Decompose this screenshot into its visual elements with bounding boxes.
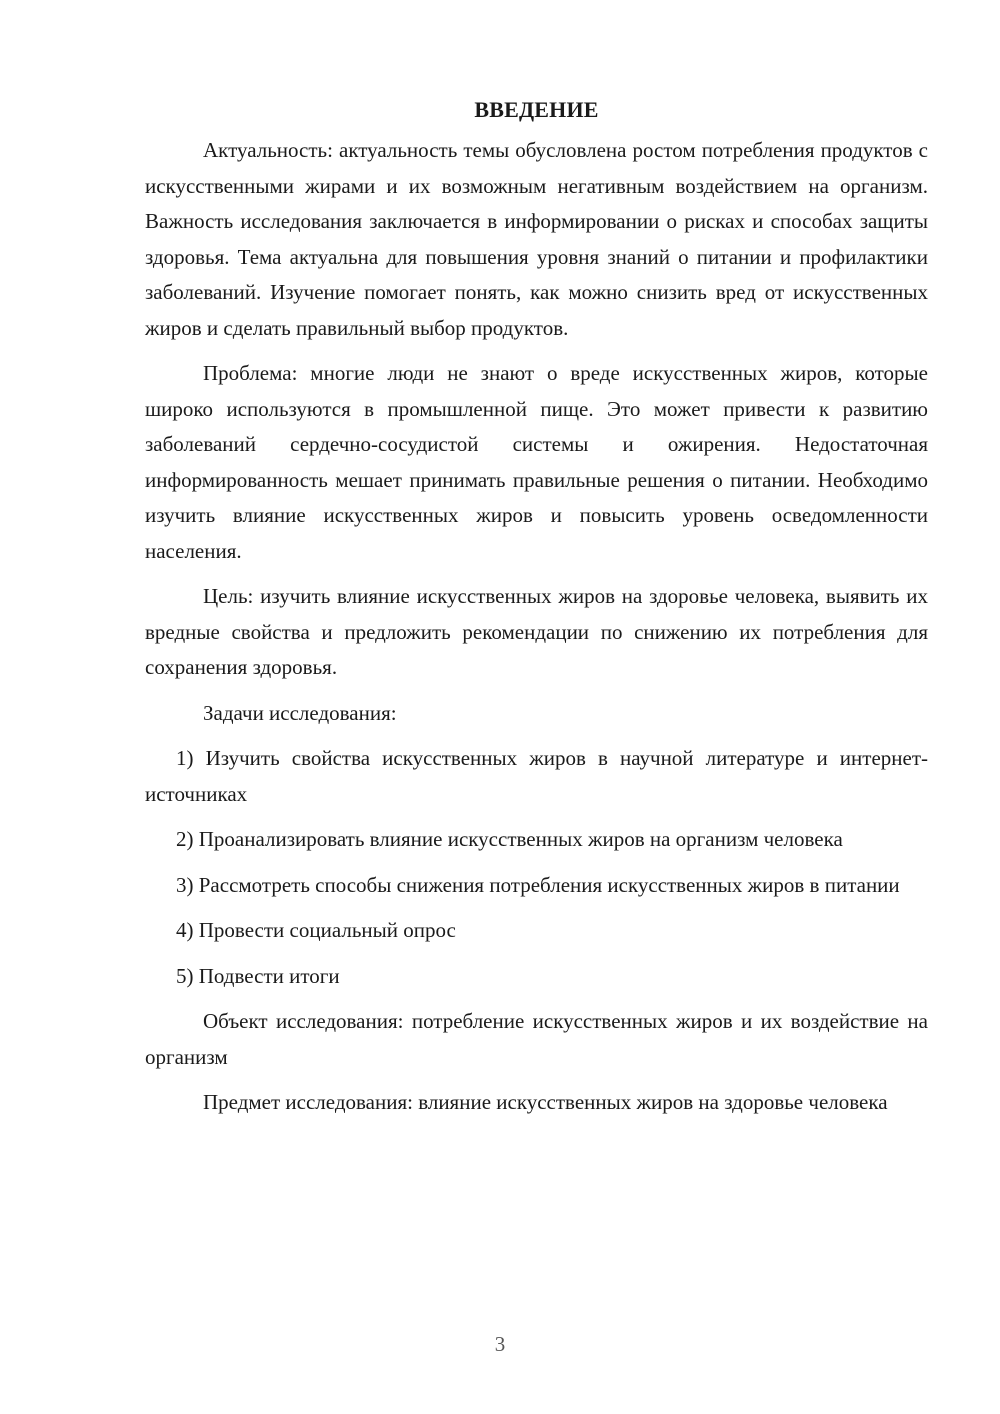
task-item: 5) Подвести итоги: [176, 963, 340, 988]
page-number: 3: [494, 1332, 506, 1356]
object-paragraph: Объект исследования: потребление искусственных жиров и их воздействие на организм: [145, 1009, 928, 1069]
relevance-paragraph: Актуальность: актуальность темы обусловлена ростом потребления продуктов с искусственными жирами и их возможным негативным воздействием на организм. Важность исследования заключается в информировании о рисках и способах защиты здоровья. Тема актуальна для повышения уровня знаний о питании и профилактики заболеваний. Изучение помогает понять, как можно снизить вред от искусственных жиров и сделать правильный выбор продуктов.: [145, 138, 928, 340]
task-item: 3) Рассмотреть способы снижения потребления искусственных жиров в питании: [176, 872, 900, 897]
task-item: 2) Проанализировать влияние искусственных жиров на организм человека: [176, 827, 843, 851]
task-item: 4) Провести социальный опрос: [176, 918, 456, 942]
document-page: [145, 92, 928, 1131]
problem-paragraph: Проблема: многие люди не знают о вреде искусственных жиров, которые широко используются в промышленной пище. Это может привести к развитию заболеваний сердечно-сосудистой системы и ожирения. Недостаточная информированность мешает принимать правильные решения о питании. Необходимо изучить влияние искусственных жиров и повысить уровень осведомленности населения.: [145, 361, 928, 563]
page-title: ВВЕДЕНИЕ: [474, 97, 599, 122]
tasks-heading: Задачи исследования:: [203, 700, 397, 725]
subject-paragraph: Предмет исследования: влияние искусственных жиров на здоровье человека: [203, 1090, 888, 1114]
goal-paragraph: Цель: изучить влияние искусственных жиров на здоровье человека, выявить их вредные свойства и предложить рекомендации по снижению их потребления для сохранения здоровья.: [145, 584, 928, 679]
task-item: 1) Изучить свойства искусственных жиров в научной литературе и интернет-источниках: [145, 746, 928, 806]
